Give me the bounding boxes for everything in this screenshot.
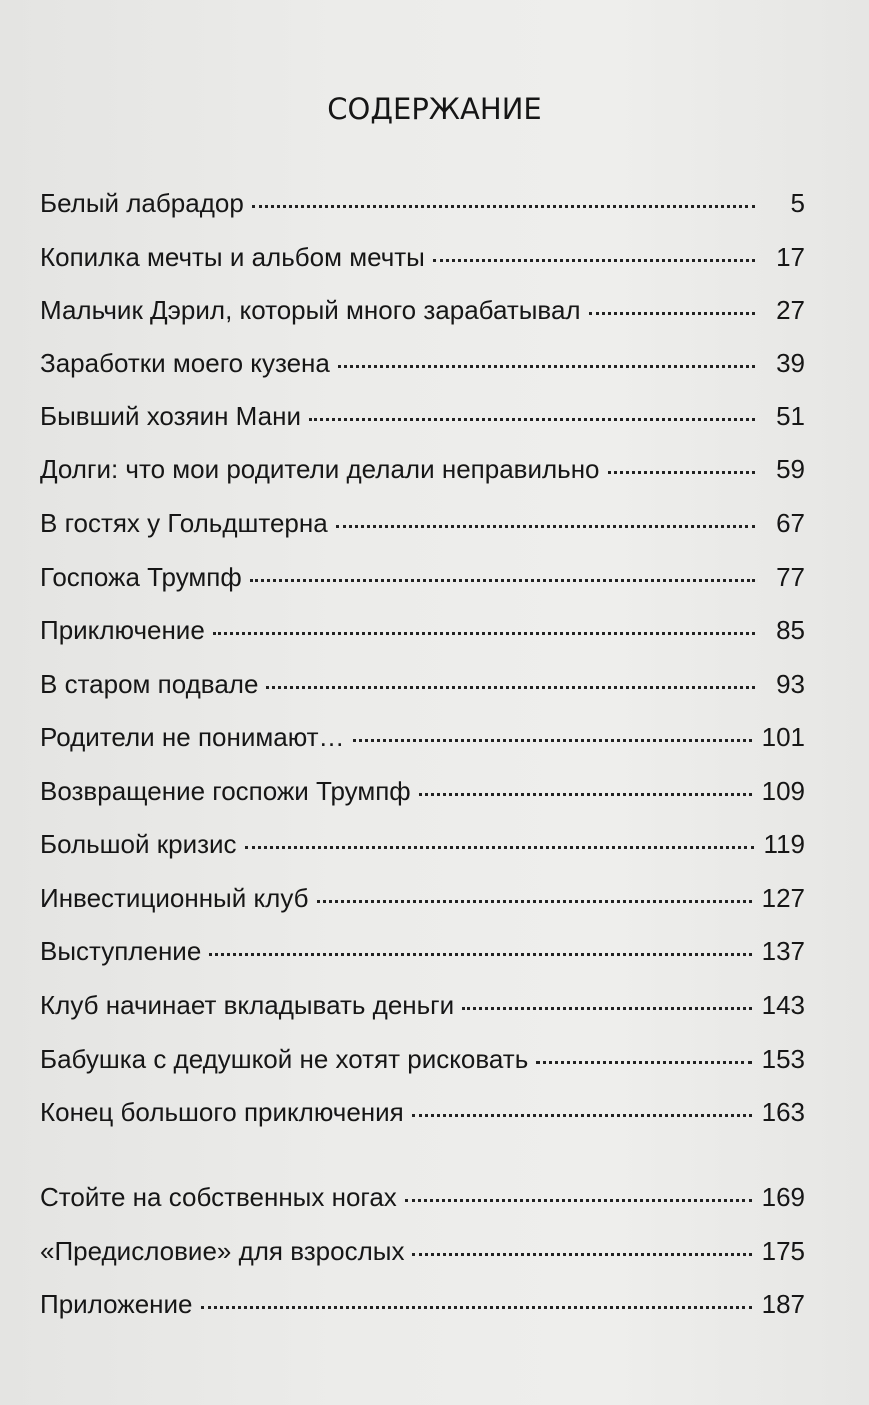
- toc-entry-page: 163: [761, 1097, 805, 1127]
- toc-entry: [40, 1236, 805, 1270]
- dot-leader: [353, 738, 752, 742]
- dot-leader: [209, 952, 751, 956]
- toc-entry: [40, 348, 805, 382]
- toc-entry-page: 127: [761, 883, 805, 913]
- toc-entry-page: 93: [776, 669, 805, 699]
- toc-entry-title: Родители не понимают…: [40, 722, 345, 752]
- toc-entry: [40, 936, 805, 970]
- toc-entry: [40, 722, 805, 756]
- toc-entry-page: 101: [761, 722, 805, 752]
- toc-entry-title: Инвестиционный клуб: [40, 883, 309, 913]
- dot-leader: [266, 685, 755, 689]
- dot-leader: [419, 792, 752, 796]
- toc-entry: [40, 401, 805, 435]
- toc-entry-page: 169: [761, 1182, 805, 1212]
- toc-entry-page: 5: [790, 188, 805, 218]
- toc-entry: [40, 990, 805, 1024]
- toc-entry-title: Мальчик Дэрил, который много зарабатывал: [40, 295, 581, 325]
- toc-entry-title: Большой кризис: [40, 829, 237, 859]
- toc-entry-page: 27: [776, 295, 805, 325]
- toc-entry: [40, 508, 805, 542]
- toc-entry-title: «Предисловие» для взрослых: [40, 1236, 405, 1266]
- dot-leader: [462, 1006, 751, 1010]
- dot-leader: [309, 417, 755, 421]
- toc-entry: [40, 829, 805, 863]
- toc-entry-page: 51: [776, 401, 805, 431]
- dot-leader: [213, 631, 755, 635]
- toc-entry-page: 175: [761, 1236, 805, 1266]
- toc-entry-title: Бабушка с дедушкой не хотят рисковать: [40, 1044, 529, 1074]
- dot-leader: [201, 1305, 752, 1309]
- toc-entry-title: Стойте на собственных ногах: [40, 1182, 397, 1212]
- toc-entry-title: Возвращение госпожи Трумпф: [40, 776, 411, 806]
- dot-leader: [412, 1113, 752, 1117]
- toc-entry: [40, 669, 805, 703]
- toc-entry-page: 77: [776, 562, 805, 592]
- toc-entry: [40, 1182, 805, 1216]
- toc-entry: [40, 242, 805, 276]
- toc-entry-page: 39: [776, 348, 805, 378]
- page-title: СОДЕРЖАНИЕ: [327, 92, 542, 126]
- dot-leader: [317, 899, 752, 903]
- toc-entry-title: Бывший хозяин Мани: [40, 401, 301, 431]
- dot-leader: [536, 1060, 751, 1064]
- toc-entry-page: 119: [763, 829, 805, 859]
- toc-entry-title: Клуб начинает вкладывать деньги: [40, 990, 455, 1020]
- dot-leader: [608, 470, 755, 474]
- toc-entry: [40, 1097, 805, 1131]
- toc-entry-title: В гостях у Гольдштерна: [40, 508, 328, 538]
- toc-entry-page: 85: [776, 615, 805, 645]
- toc-entry-page: 109: [761, 776, 805, 806]
- toc-entry: [40, 188, 805, 222]
- dot-leader: [338, 364, 755, 368]
- toc-entry-title: В старом подвале: [40, 669, 259, 699]
- toc-entry-title: Выступление: [40, 936, 202, 966]
- toc-entry-page: 137: [761, 936, 805, 966]
- toc-entry-title: Госпожа Трумпф: [40, 562, 242, 592]
- toc-entry-title: Долги: что мои родители делали неправильно: [40, 454, 600, 484]
- toc-entry-page: 143: [761, 990, 805, 1020]
- toc-entry-page: 153: [761, 1044, 805, 1074]
- toc-entry-title: Приложение: [40, 1289, 193, 1319]
- dot-leader: [412, 1252, 751, 1256]
- toc-entry-title: Копилка мечты и альбом мечты: [40, 242, 425, 272]
- toc-entry-page: 59: [776, 454, 805, 484]
- dot-leader: [433, 258, 755, 262]
- dot-leader: [252, 204, 755, 208]
- toc-entry-title: Конец большого приключения: [40, 1097, 404, 1127]
- toc-entry: [40, 454, 805, 488]
- toc-entry: [40, 1289, 805, 1323]
- dot-leader: [250, 578, 755, 582]
- toc-entry: [40, 295, 805, 329]
- toc-entry-title: Приключение: [40, 615, 205, 645]
- dot-leader: [245, 845, 754, 849]
- dot-leader: [405, 1198, 752, 1202]
- toc-entry-title: Белый лабрадор: [40, 188, 244, 218]
- toc-entry: [40, 615, 805, 649]
- toc-entry-page: 67: [776, 508, 805, 538]
- toc-entry: [40, 562, 805, 596]
- dot-leader: [589, 311, 755, 315]
- toc-entry: [40, 1044, 805, 1078]
- toc-entry-page: 187: [761, 1289, 805, 1319]
- toc-entry-title: Заработки моего кузена: [40, 348, 330, 378]
- toc-entry: [40, 776, 805, 810]
- toc-entry: [40, 883, 805, 917]
- toc-entry-page: 17: [776, 242, 805, 272]
- dot-leader: [336, 524, 755, 528]
